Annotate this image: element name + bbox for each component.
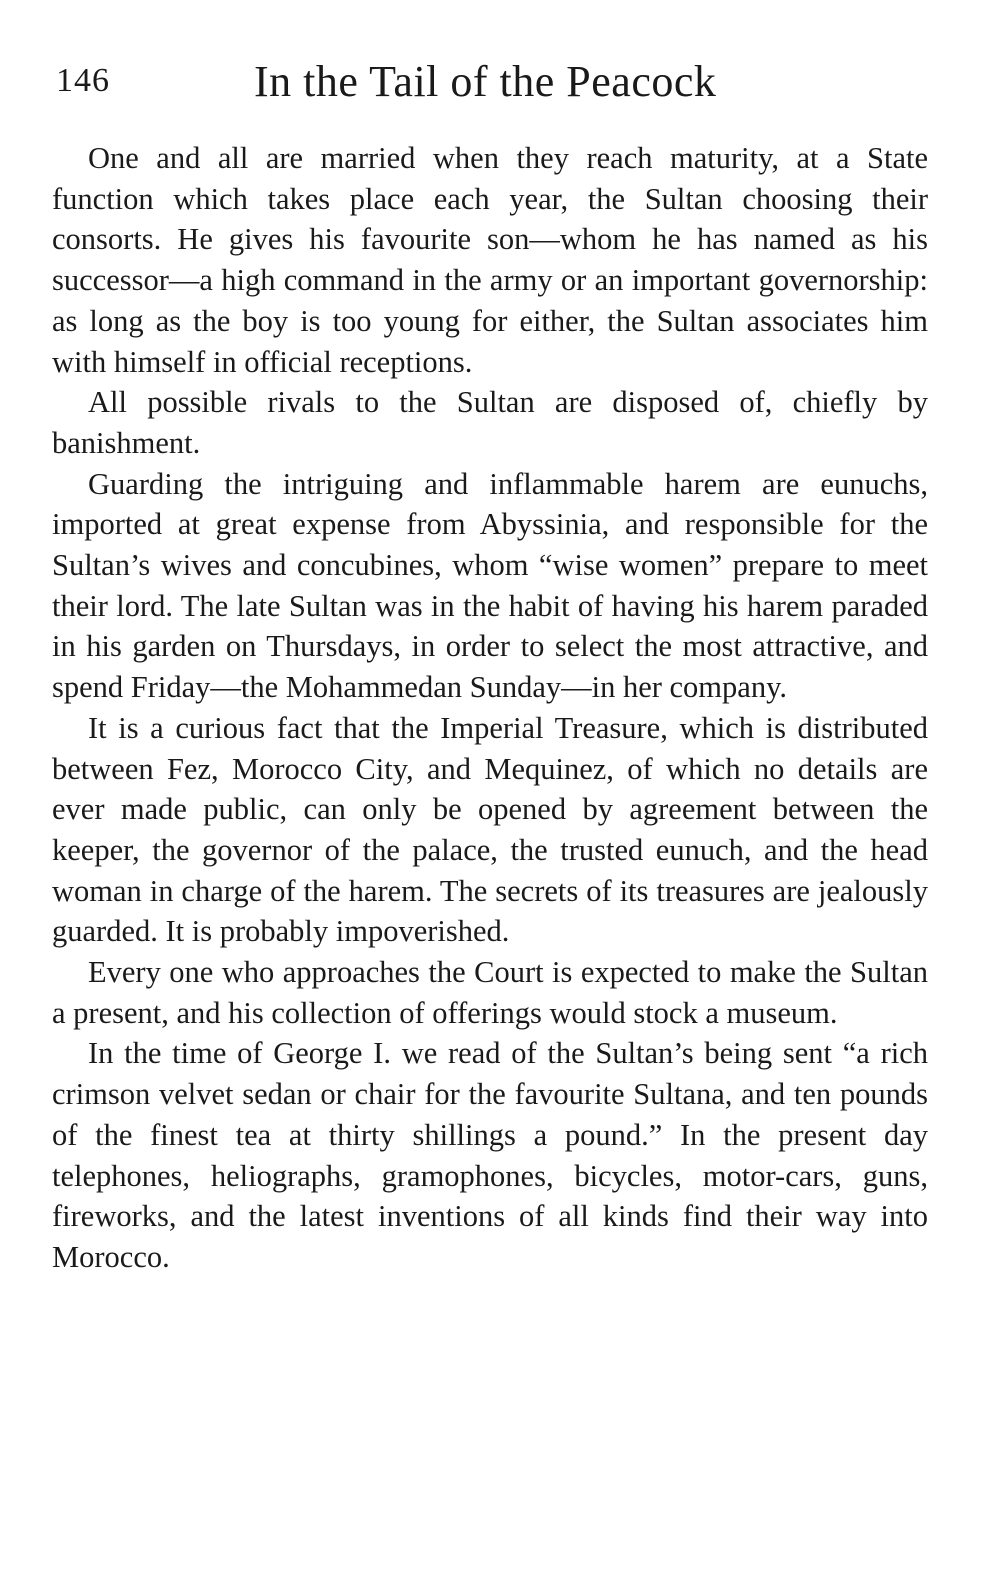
paragraph-marriage: One and all are married when they reach maturity, at a State function which takes place each year, the Sultan choosing their consorts. He gives his favourite son—whom he has named as his successor—a high command in the army or an important governorship: as long as the boy is too young for either, the Sultan associates him with himself in official receptions. (52, 141, 928, 379)
paragraph-george: In the time of George I. we read of the Sultan’s being sent “a rich crimson velvet sedan or chair for the favourite Sultana, and ten pounds of the finest tea at thirty shillings a pound.” In the present day telephones, heliographs, gramophones, bicycles, motor-cars, guns, fireworks, and the latest inventions of all kinds find their way into Morocco. (52, 1036, 928, 1274)
page-number: 146 (56, 62, 110, 99)
paragraph-harem: Guarding the intriguing and inflammable harem are eunuchs, imported at great expense from Abyssinia, and responsible for the Sultan’s wives and concubines, whom “wise women” prepare to meet their lord. The late Sultan was in the habit of having his harem paraded in his garden on Thursdays, in order to select the most attractive, and spend Friday—the Mohammedan Sunday—in her company. (52, 466, 928, 705)
running-title: In the Tail of the Peacock (254, 57, 717, 106)
paragraph-treasure: It is a curious fact that the Imperial Treasure, which is distributed between Fez, Morocco City, and Mequinez, of which no details are ever made public, can only be opened by agreement between the keeper, the governor of the palace, the trusted eunuch, and the head woman in charge of the harem. The secrets of its treasures are jealously guarded. It is probably impoverished. (52, 710, 928, 949)
body-text (52, 138, 928, 1278)
paragraph-rivals: All possible rivals to the Sultan are disposed of, chiefly by banishment. (52, 385, 928, 460)
page-header (56, 56, 936, 116)
paragraph-presents: Every one who approaches the Court is expected to make the Sultan a present, and his collection of offerings would stock a museum. (52, 955, 928, 1030)
